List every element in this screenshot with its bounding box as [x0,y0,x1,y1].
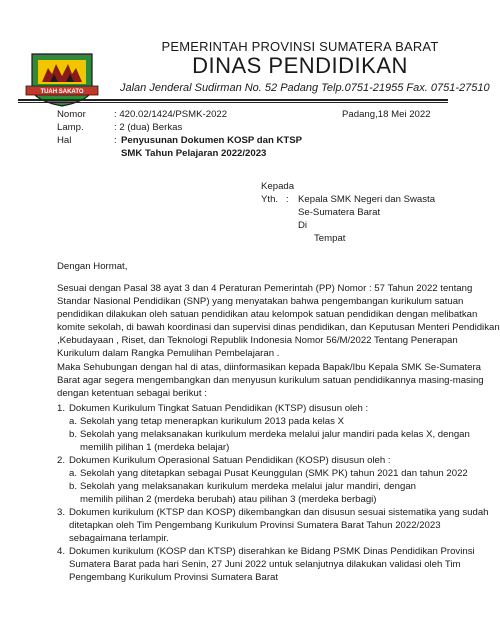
recipient-line-3: Di [298,220,308,231]
hal-subject-line-2: SMK Tahun Pelajaran 2022/2023 [121,148,267,159]
list-line: ditetapkan oleh Tim Pengembang Kurikulum Provinsi Sumatera Barat Tahun 2022/2023 [69,520,441,531]
lampiran-value: : 2 (dua) Berkas [114,122,183,133]
letterhead-government-name: PEMERINTAH PROVINSI SUMATERA BARAT [161,39,439,54]
nomor-value: : 420.02/1424/PSMK-2022 [114,109,228,120]
letterhead-agency-name: DINAS PENDIDIKAN [192,53,408,78]
list-item-2b-mark: b. [69,481,78,492]
list-item-1b-text [80,428,470,454]
list-item-4-text [69,545,475,584]
paragraph-line: komite sekolah, di bawah koordinasi dan supervisi dinas pendidikan, dan Keputusan Menteri Pendidikan [57,322,500,333]
recipient-line-4: Tempat [314,233,346,244]
lampiran-label: Lamp. [57,122,84,133]
list-number-1: 1. [57,403,66,414]
list-line: memilih pilihan 1 (merdeka belajar) [80,442,230,453]
hal-colon: : [114,135,117,146]
letterhead-rule-thick [18,99,448,101]
list-line: sebagaimana terlampir. [69,533,169,544]
paragraph-line: Sesuai dengan Pasal 38 ayat 3 dan 4 Peraturan Pemerintah (PP) Nomor : 57 Tahun 2022 tentang [57,283,473,294]
logo-banner-text: TUAH SAKATO [40,89,84,96]
paragraph-line: dengan ketentuan sebagai berikut : [57,388,207,399]
list-line: Pengembang Kurikulum Provinsi Sumatera Barat [69,572,279,583]
list-item-2a-text: Sekolah yang ditetapkan sebagai Pusat Keunggulan (SMK PK) tahun 2021 dan tahun 2022 [80,468,468,479]
list-item-2b-text [80,480,416,506]
list-item-2a-mark: a. [69,468,78,479]
list-item-3-text [69,506,489,545]
list-number-2: 2. [57,455,66,466]
paragraph-line: ,Kebudayaan , Riset, dan Teknologi Republik Indonesia Nomor 56/M/2022 Tentang Penerapan [57,335,458,346]
paragraph-2 [57,361,484,400]
paragraph-line: Kurikulum dalam Rangka Pemulihan Pembelajaran . [57,348,280,359]
list-item-2-text: Dokumen Kurikulum Operasional Satuan Pendidikan (KOSP) disusun oleh : [69,455,391,466]
hal-subject-line-1: Penyusunan Dokumen KOSP dan KTSP [121,135,303,146]
recipient-colon: : [286,194,289,205]
letterhead-rule-thin [18,102,448,103]
list-item-1a-text: Sekolah yang tetap menerapkan kurikulum 2013 pada kelas X [80,416,344,427]
nomor-label: Nomor [57,109,86,120]
paragraph-1 [57,282,500,360]
list-number-4: 4. [57,546,66,557]
list-line: Dokumen kurikulum (KTSP dan KOSP) dikembangkan dan disusun sesuai sistematika yang sudah [69,507,489,518]
list-line: Sekolah yang melaksanakan kurikulum merdeka melalui jalur mandiri, dengan [80,481,416,492]
salutation: Dengan Hormat, [57,261,128,272]
list-item-1-text: Dokumen Kurikulum Tingkat Satuan Pendidikan (KTSP) disusun oleh : [69,403,369,414]
letterhead-address: Jalan Jenderal Sudirman No. 52 Padang Telp.0751-21955 Fax. 0751-27510 [120,82,490,94]
place-date: Padang,18 Mei 2022 [342,109,431,120]
list-number-3: 3. [57,507,66,518]
paragraph-line: Barat agar segera mengembangkan dan menyusun kurikulum satuan pendidikannya masing-masing [57,375,484,386]
list-line: Sekolah yang melaksanakan kurikulum merdeka melalui jalur mandiri pada kelas X, dengan [80,429,470,440]
paragraph-line: pendidikan dilakukan oleh satuan pendidikan atau kelompok satuan pendidikan dengan melibatkan [57,309,478,320]
paragraph-line: Standar Nasional Pendidikan (SNP) yang menyatakan bahwa pengembangan kurikulum satuan [57,296,464,307]
hal-label: Hal [57,135,72,146]
list-item-1b-mark: b. [69,429,78,440]
recipient-line-1: Kepala SMK Negeri dan Swasta [298,194,436,205]
list-line: memilih pilihan 2 (merdeka berubah) atau pilihan 3 (merdeka berbagi) [80,494,377,505]
list-line: Dokumen kurikulum (KOSP dan KTSP) diserahkan ke Bidang PSMK Dinas Pendidikan Provinsi [69,546,475,557]
recipient-line-2: Se-Sumatera Barat [298,207,381,218]
paragraph-line: Maka Sehubungan dengan hal di atas, diinformasikan kepada Bapak/Ibu Kepala SMK Se-Sumatera [57,362,481,373]
list-line: Sumatera Barat pada hari Senin, 27 Juni 2022 untuk selanjutnya dilakukan validasi oleh Tim [69,559,461,570]
list-item-1a-mark: a. [69,416,78,427]
recipient-kepada: Kepada [261,181,295,192]
recipient-yth: Yth. [261,194,279,205]
